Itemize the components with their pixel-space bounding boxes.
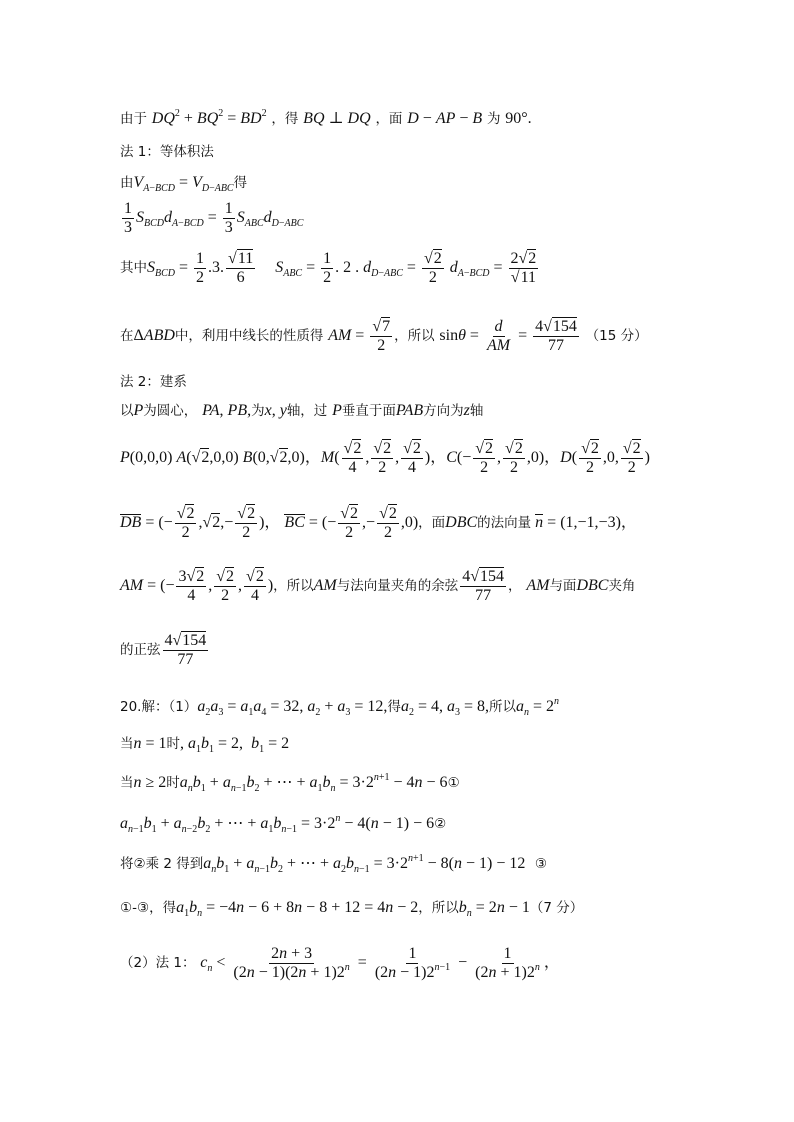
text: 的正弦 xyxy=(120,642,161,659)
text: 的法向量 xyxy=(477,515,532,532)
text: 所以 xyxy=(489,699,516,715)
text: 为圆心， xyxy=(143,403,198,419)
line-8: 以P为圆心， PA, PB,为x, y轴，过 P垂直于面PAB方向为z轴 xyxy=(120,402,484,419)
line-3 xyxy=(120,172,247,193)
math-expr: D − AP − B xyxy=(407,110,483,127)
score: （15 分） xyxy=(585,328,648,345)
coordinates: P(0,0,0) A(√2,0,0) B(0,√2,0)，M( $\frac{√2}{4}$ , $\frac{√2}{2}$ , $\frac{√2}{4}$ )，C(− $\frac{√2}{2}$ , $\frac{√2}{2}$ ,0)，D( $\frac{√2}{2}$ ,0, $\frac{√2}{2}$ ) xyxy=(120,440,650,476)
line-6 xyxy=(120,318,648,355)
text: 在 xyxy=(120,328,134,345)
text: ①-③，得 xyxy=(120,900,177,916)
text: ，面 xyxy=(418,515,446,532)
text: 夹角 xyxy=(608,578,636,595)
text: 当 xyxy=(120,775,134,791)
line-19: （2）法 1： $c_n$ < $\frac{2n + 3}{(2n - 1)(2n + 1)2^n}$ = $\frac{1}{(2n - 1)2^{n-1}}$ − $\frac{1}{(2n + 1)2^n}$ ， xyxy=(120,945,560,981)
text: 为 xyxy=(251,403,265,419)
text: 得 xyxy=(233,175,248,191)
text: 得 xyxy=(387,699,401,715)
line-17: 将②乘 2 得到$a_nb_1 + a_{n-1}b_2$ + ⋯ + $a_2b_{n-1} = 3\cdot 2^{n+1} - 8(n - 1) - 12$ ③ xyxy=(120,853,548,875)
text: 由 xyxy=(120,175,134,191)
text: ，面 xyxy=(375,111,403,127)
vectors: DB = (− $\frac{√2}{2}$ ,√2,− $\frac{√2}{2}$ )， BC = (− $\frac{√2}{2}$ ,− $\frac{√2}{2}$ ,0)，面DBC的法向量 n = (1,−1,−3)， xyxy=(120,505,637,541)
marker: ① xyxy=(447,775,460,791)
text: 其中 xyxy=(120,260,147,277)
method-2-title: 法 2：建系 xyxy=(120,374,187,390)
text: 轴，过 xyxy=(286,403,328,419)
line-18: ①-③，得$a_1b_n = -4n - 6 + 8n - 8 + 12 = 4n - 2$，所以$b_n = 2n - 1(7$ 分） xyxy=(120,899,584,919)
line-1: 由于 $DQ^2 + BQ^2 = BD^2$ ，得 BQ ⊥ DQ ，面 D − AP − B 为 90°. xyxy=(120,108,532,127)
score: （7 分） xyxy=(529,900,584,916)
text: 方向为 xyxy=(423,403,464,419)
line-11: AM = (− $\frac{3√2}{4}$ , $\frac{√2}{2}$ , $\frac{√2}{4}$ )，所以AM与法向量夹角的余弦 $\frac{4√154}{77}$ ， AM与面DBC夹角 xyxy=(120,568,636,604)
text: 与法向量夹角的余弦 xyxy=(336,578,459,595)
math-expr: $S_{BCD}$ = $\frac{1}{2}$ .3. $\frac{√11}{6}$ $S_{ABC}$ = $\frac{1}{2}$ . 2 . $d_{D-ABC}$ = $\frac{√2}{2}$ $d_{A-BCD}$ = $\frac{2√2}{√11}$ xyxy=(147,250,537,286)
math-expr: $V_{A-BCD} = V_{D-ABC}$ xyxy=(133,174,234,194)
problem-20-line-1: 20.解：$(1)a_2a_3 = a_1a_4 = 32$, $a_2 + a_3 = 12$,得$a_2 = 4$, $a_3 = 8$,所以$a_n = 2^n$ xyxy=(120,696,560,718)
volume-equation: $\frac{1}{3}$ $S_{BCD}d_{A-BCD}$ = $\frac{1}{3}$ $S_{ABC}d_{D-ABC}$ xyxy=(124,200,304,236)
text: 以 xyxy=(120,403,134,419)
line-5 xyxy=(120,250,540,287)
text: 与面 xyxy=(549,578,577,595)
text: 垂直于 xyxy=(341,403,383,419)
line-15: 当n ≥ 2时$a_nb_1 + a_{n-1}b_2$ + ⋯ + $a_1b_n = 3\cdot 2^{n+1} - 4n$ − 6① xyxy=(120,772,460,794)
math-expr: BQ ⊥ DQ xyxy=(303,110,371,127)
text: 轴 xyxy=(469,403,484,419)
problem-label: 20.解：（1） xyxy=(120,699,198,715)
math-expr: AM = $\frac{√7}{2}$ xyxy=(328,318,391,354)
math-expr: $DQ^2 + BQ^2 = BD^2$ xyxy=(151,108,267,127)
text: 时 xyxy=(166,736,181,752)
angle-value: 90° xyxy=(505,110,528,127)
marker: ② xyxy=(434,816,447,832)
text: 将②乘 2 得到 xyxy=(120,856,204,872)
line-14: 当n = 1时, $a_1b_1 = 2$, $b_1 = 2$ xyxy=(120,735,290,755)
method-1-title: 法 1：等体积法 xyxy=(120,144,214,160)
line-16: $a_{n-1}b_1 + a_{n-2}b_2$ + ⋯ + $a_1b_{n-1} = 3\cdot 2^n - 4(n - 1)$ − 6② xyxy=(120,813,447,835)
text: ，所以 xyxy=(273,578,314,595)
text: ，所以 xyxy=(394,328,435,345)
line-12: 的正弦 $\frac{4√154}{77}$ xyxy=(120,632,207,668)
math-expr: sinθ = $\frac{d}{AM}$ = $\frac{4√154}{77}$ xyxy=(439,318,577,354)
text: ，所以 xyxy=(418,900,459,916)
math-expr: ΔABD xyxy=(133,327,175,345)
text: 中，利用中线长的性质得 xyxy=(174,328,324,345)
marker: ③ xyxy=(534,856,548,872)
text: 由于 xyxy=(120,111,147,127)
text: 时 xyxy=(166,775,180,791)
text: ， xyxy=(508,578,522,595)
text: 为 xyxy=(486,111,501,127)
text: 当 xyxy=(120,736,134,752)
text: （2）法 1： xyxy=(120,955,196,972)
text: ，得 xyxy=(271,111,299,127)
